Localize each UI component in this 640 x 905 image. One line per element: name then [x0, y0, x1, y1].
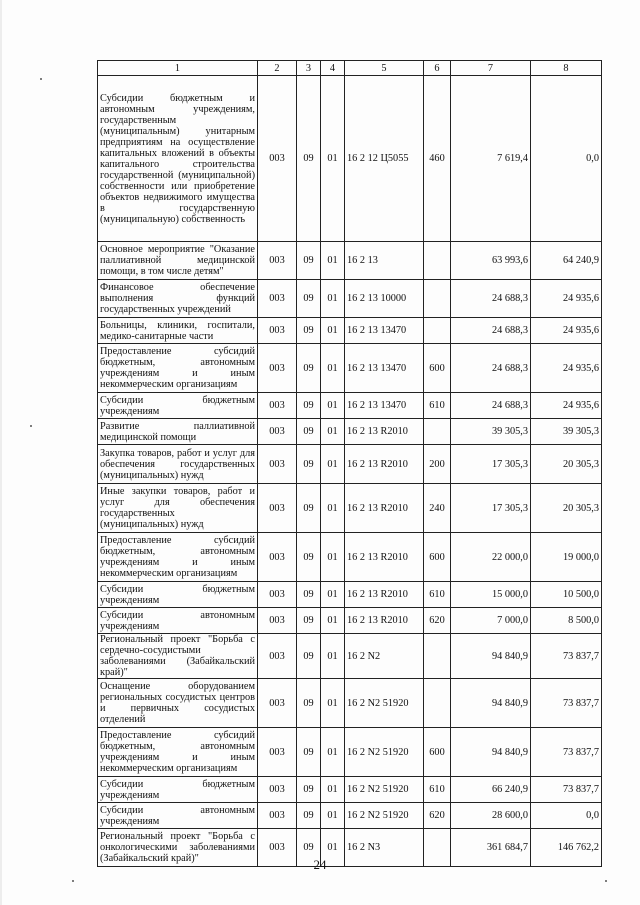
row-c8-cell: 20 305,3 [531, 445, 602, 484]
row-c7-cell: 17 305,3 [451, 484, 531, 533]
row-c7-cell: 63 993,6 [451, 242, 531, 280]
row-c2-cell: 003 [258, 533, 297, 582]
scan-speck [40, 78, 42, 80]
column-header: 2 [258, 61, 297, 76]
row-c7-cell: 15 000,0 [451, 582, 531, 608]
row-c5-cell: 16 2 N2 [345, 634, 424, 679]
row-c3-cell: 09 [297, 582, 321, 608]
column-header: 7 [451, 61, 531, 76]
row-c4-cell: 01 [321, 803, 345, 829]
row-c2-cell: 003 [258, 777, 297, 803]
row-c7-cell: 361 684,7 [451, 829, 531, 867]
row-c8-cell: 146 762,2 [531, 829, 602, 867]
table-row [98, 318, 602, 344]
row-c6-cell [424, 242, 451, 280]
row-c4-cell: 01 [321, 533, 345, 582]
row-name-cell: Субсидии автономным учреждениям [98, 803, 258, 829]
row-c6-cell: 610 [424, 582, 451, 608]
row-c3-cell: 09 [297, 829, 321, 867]
column-header: 5 [345, 61, 424, 76]
row-c3-cell: 09 [297, 419, 321, 445]
row-c4-cell: 01 [321, 728, 345, 777]
row-c4-cell: 01 [321, 76, 345, 242]
row-name-cell: Предоставление субсидий бюджетным, автономным учреждениям и иным некоммерческим организациям [98, 728, 258, 777]
scan-edge [0, 0, 2, 905]
row-c6-cell: 620 [424, 803, 451, 829]
row-c2-cell: 003 [258, 582, 297, 608]
row-name-cell: Больницы, клиники, госпитали, медико-санитарные части [98, 318, 258, 344]
row-name-cell: Финансовое обеспечение выполнения функций государственных учреждений [98, 280, 258, 318]
row-name-cell: Субсидии бюджетным учреждениям [98, 582, 258, 608]
row-c7-cell: 7 619,4 [451, 76, 531, 242]
row-name-cell: Иные закупки товаров, работ и услуг для обеспечения государственных (муниципальных) нужд [98, 484, 258, 533]
row-c8-cell: 20 305,3 [531, 484, 602, 533]
row-c6-cell [424, 634, 451, 679]
row-c4-cell: 01 [321, 419, 345, 445]
page-number: 24 [313, 857, 327, 872]
row-c2-cell: 003 [258, 344, 297, 393]
row-c3-cell: 09 [297, 393, 321, 419]
row-c7-cell: 24 688,3 [451, 318, 531, 344]
row-c7-cell: 94 840,9 [451, 634, 531, 679]
row-name-cell: Закупка товаров, работ и услуг для обеспечения государственных (муниципальных) нужд [98, 445, 258, 484]
row-c7-cell: 24 688,3 [451, 280, 531, 318]
row-c6-cell: 600 [424, 533, 451, 582]
row-name-cell: Субсидии автономным учреждениям [98, 608, 258, 634]
row-name-cell: Субсидии бюджетным и автономным учреждениям, государственным (муниципальным) унитарным предприятиям на осуществление капитальных вложений в объекты капитального строительства государственной (муниципальной) собственности или приобретение объектов недвижимого имущества в государственную (муниципальную) собственность [98, 76, 258, 242]
scan-speck [30, 425, 32, 427]
row-c2-cell: 003 [258, 484, 297, 533]
row-name-cell: Оснащение оборудованием региональных сосудистых центров и первичных сосудистых отделений [98, 679, 258, 728]
row-c6-cell: 620 [424, 608, 451, 634]
row-c6-cell: 460 [424, 76, 451, 242]
row-c4-cell: 01 [321, 829, 345, 867]
table-row [98, 634, 602, 679]
row-c6-cell [424, 318, 451, 344]
row-name-cell: Субсидии бюджетным учреждениям [98, 777, 258, 803]
row-c3-cell: 09 [297, 242, 321, 280]
row-c6-cell: 200 [424, 445, 451, 484]
row-c6-cell: 610 [424, 777, 451, 803]
row-c8-cell: 10 500,0 [531, 582, 602, 608]
row-c6-cell: 610 [424, 393, 451, 419]
row-c3-cell: 09 [297, 484, 321, 533]
column-header: 3 [297, 61, 321, 76]
row-c3-cell: 09 [297, 777, 321, 803]
row-c3-cell: 09 [297, 803, 321, 829]
row-name-cell: Субсидии бюджетным учреждениям [98, 393, 258, 419]
row-c3-cell: 09 [297, 344, 321, 393]
row-c6-cell: 600 [424, 344, 451, 393]
row-c5-cell: 16 2 13 R2010 [345, 419, 424, 445]
row-c5-cell: 16 2 13 R2010 [345, 484, 424, 533]
table-row [98, 728, 602, 777]
column-header: 4 [321, 61, 345, 76]
row-c3-cell: 09 [297, 280, 321, 318]
budget-table [97, 60, 602, 867]
row-c5-cell: 16 2 13 [345, 242, 424, 280]
column-header: 1 [98, 61, 258, 76]
row-c2-cell: 003 [258, 728, 297, 777]
row-c5-cell: 16 2 13 R2010 [345, 533, 424, 582]
row-c7-cell: 22 000,0 [451, 533, 531, 582]
row-c6-cell: 600 [424, 728, 451, 777]
row-c5-cell: 16 2 13 13470 [345, 344, 424, 393]
row-c5-cell: 16 2 13 R2010 [345, 608, 424, 634]
row-c5-cell: 16 2 N2 51920 [345, 728, 424, 777]
column-header: 8 [531, 61, 602, 76]
row-c5-cell: 16 2 N2 51920 [345, 803, 424, 829]
row-c2-cell: 003 [258, 634, 297, 679]
table-row [98, 484, 602, 533]
row-c3-cell: 09 [297, 445, 321, 484]
row-c3-cell: 09 [297, 318, 321, 344]
row-c8-cell: 73 837,7 [531, 634, 602, 679]
row-c2-cell: 003 [258, 318, 297, 344]
row-c3-cell: 09 [297, 634, 321, 679]
row-c4-cell: 01 [321, 393, 345, 419]
row-name-cell: Предоставление субсидий бюджетным, автономным учреждениям и иным некоммерческим организациям [98, 533, 258, 582]
row-c8-cell: 73 837,7 [531, 777, 602, 803]
row-c6-cell [424, 419, 451, 445]
row-c4-cell: 01 [321, 608, 345, 634]
row-c2-cell: 003 [258, 419, 297, 445]
row-c6-cell: 240 [424, 484, 451, 533]
table-row [98, 777, 602, 803]
row-name-cell: Основное мероприятие "Оказание паллиативной медицинской помощи, в том числе детям" [98, 242, 258, 280]
table-row [98, 344, 602, 393]
row-c7-cell: 39 305,3 [451, 419, 531, 445]
scan-speck [605, 880, 607, 882]
table-row [98, 280, 602, 318]
table-row [98, 419, 602, 445]
row-c2-cell: 003 [258, 679, 297, 728]
table-row [98, 393, 602, 419]
row-c8-cell: 39 305,3 [531, 419, 602, 445]
row-c7-cell: 17 305,3 [451, 445, 531, 484]
row-c6-cell [424, 280, 451, 318]
row-c7-cell: 24 688,3 [451, 393, 531, 419]
row-c8-cell: 24 935,6 [531, 344, 602, 393]
row-c2-cell: 003 [258, 803, 297, 829]
row-c2-cell: 003 [258, 280, 297, 318]
row-c8-cell: 19 000,0 [531, 533, 602, 582]
row-c8-cell: 24 935,6 [531, 280, 602, 318]
row-c5-cell: 16 2 13 13470 [345, 318, 424, 344]
column-header: 6 [424, 61, 451, 76]
row-c4-cell: 01 [321, 242, 345, 280]
table-row [98, 242, 602, 280]
row-c5-cell: 16 2 N3 [345, 829, 424, 867]
row-c8-cell: 73 837,7 [531, 728, 602, 777]
row-c4-cell: 01 [321, 445, 345, 484]
row-c4-cell: 01 [321, 582, 345, 608]
table-row [98, 803, 602, 829]
row-c7-cell: 7 000,0 [451, 608, 531, 634]
row-c5-cell: 16 2 13 R2010 [345, 582, 424, 608]
row-c3-cell: 09 [297, 728, 321, 777]
row-c3-cell: 09 [297, 76, 321, 242]
row-c8-cell: 0,0 [531, 76, 602, 242]
row-c4-cell: 01 [321, 344, 345, 393]
table-body [98, 76, 602, 867]
row-c3-cell: 09 [297, 679, 321, 728]
row-c2-cell: 003 [258, 608, 297, 634]
row-c5-cell: 16 2 N2 51920 [345, 679, 424, 728]
row-c5-cell: 16 2 N2 51920 [345, 777, 424, 803]
row-c4-cell: 01 [321, 777, 345, 803]
row-c2-cell: 003 [258, 76, 297, 242]
row-c4-cell: 01 [321, 318, 345, 344]
row-name-cell: Развитие паллиативной медицинской помощи [98, 419, 258, 445]
row-name-cell: Предоставление субсидий бюджетным, автономным учреждениям и иным некоммерческим организациям [98, 344, 258, 393]
row-c5-cell: 16 2 13 13470 [345, 393, 424, 419]
row-c3-cell: 09 [297, 533, 321, 582]
row-c3-cell: 09 [297, 608, 321, 634]
row-c8-cell: 24 935,6 [531, 318, 602, 344]
row-c7-cell: 24 688,3 [451, 344, 531, 393]
row-c8-cell: 8 500,0 [531, 608, 602, 634]
row-c5-cell: 16 2 13 R2010 [345, 445, 424, 484]
row-c8-cell: 24 935,6 [531, 393, 602, 419]
row-c4-cell: 01 [321, 484, 345, 533]
row-c7-cell: 66 240,9 [451, 777, 531, 803]
table-row [98, 608, 602, 634]
row-c4-cell: 01 [321, 280, 345, 318]
table-row [98, 76, 602, 242]
row-c7-cell: 28 600,0 [451, 803, 531, 829]
row-c2-cell: 003 [258, 393, 297, 419]
row-c7-cell: 94 840,9 [451, 728, 531, 777]
row-c5-cell: 16 2 12 Ц5055 [345, 76, 424, 242]
row-c2-cell: 003 [258, 829, 297, 867]
scan-speck [72, 880, 74, 882]
row-c8-cell: 0,0 [531, 803, 602, 829]
row-c2-cell: 003 [258, 242, 297, 280]
table-header-row [98, 61, 602, 76]
row-c5-cell: 16 2 13 10000 [345, 280, 424, 318]
row-name-cell: Региональный проект "Борьба с онкологическими заболеваниями (Забайкальский край)" [98, 829, 258, 867]
row-name-cell: Региональный проект "Борьба с сердечно-сосудистыми заболеваниями (Забайкальский край)" [98, 634, 258, 679]
row-c6-cell [424, 679, 451, 728]
table-row [98, 582, 602, 608]
row-c4-cell: 01 [321, 679, 345, 728]
table-row [98, 445, 602, 484]
row-c8-cell: 64 240,9 [531, 242, 602, 280]
row-c4-cell: 01 [321, 634, 345, 679]
table-row [98, 533, 602, 582]
row-c7-cell: 94 840,9 [451, 679, 531, 728]
row-c8-cell: 73 837,7 [531, 679, 602, 728]
table-row [98, 679, 602, 728]
row-c2-cell: 003 [258, 445, 297, 484]
